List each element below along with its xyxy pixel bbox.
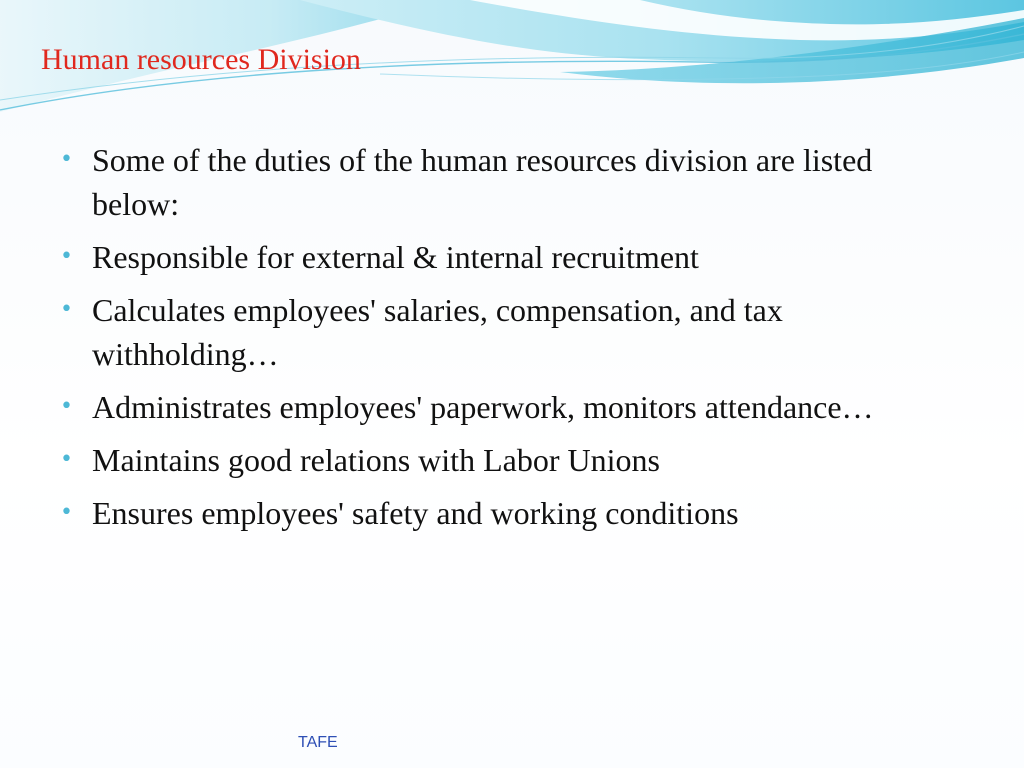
bullet-text: Ensures employees' safety and working conditions: [92, 495, 739, 531]
list-item: [60, 288, 940, 376]
bullet-text: Administrates employees' paperwork, monitors attendance…: [92, 389, 874, 425]
list-item: [60, 385, 940, 429]
bullet-text: Calculates employees' salaries, compensation, and tax withholding…: [92, 292, 783, 372]
bullet-dot-icon: •: [60, 297, 73, 322]
slide-title: Human resources Division: [41, 43, 361, 76]
bullet-text: Some of the duties of the human resources division are listed below:: [92, 142, 873, 222]
list-item: [60, 438, 940, 482]
bullet-text: Maintains good relations with Labor Unions: [92, 442, 660, 478]
bullet-text: Responsible for external & internal recruitment: [92, 239, 699, 275]
bullet-dot-icon: •: [60, 394, 73, 419]
bullet-dot-icon: •: [60, 147, 73, 172]
list-item: [60, 235, 940, 279]
bullet-dot-icon: •: [60, 447, 73, 472]
list-item: [60, 138, 940, 226]
footer-label: TAFE: [298, 734, 338, 751]
bullet-list: [60, 138, 940, 544]
bullet-dot-icon: •: [60, 500, 73, 525]
bullet-dot-icon: •: [60, 244, 73, 269]
list-item: [60, 491, 940, 535]
